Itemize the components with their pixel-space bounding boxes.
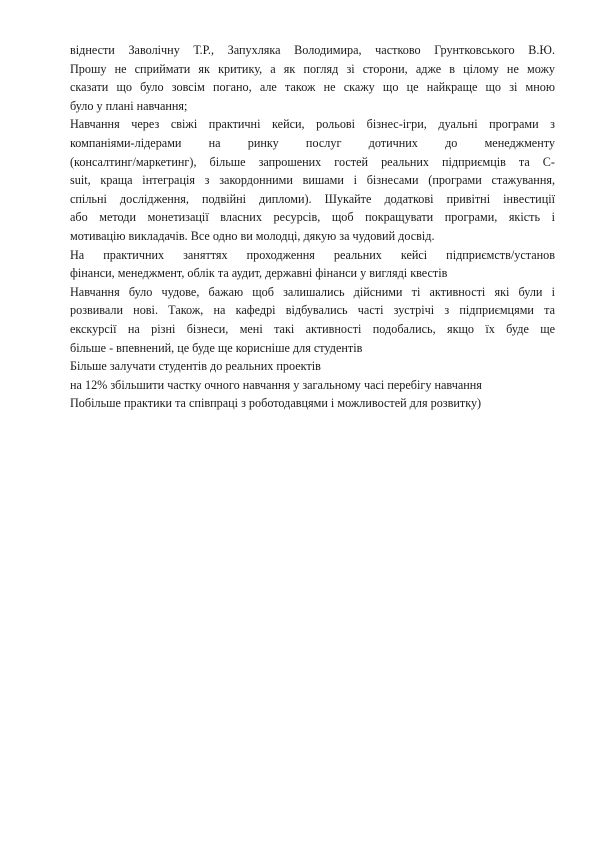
text-line: Прошу не сприймати як критику, а як погляд зі сторони, адже в цілому не можу [70, 61, 555, 76]
text-line: suit, краща інтеграція з закордонними вишами і бізнесами (програми стажування, [70, 173, 555, 188]
text-line: Побільше практики та співпраці з роботодавцями і можливостей для розвитку) [70, 396, 482, 411]
text-line: більше - впевнений, це буде ще корисніше для студентів [70, 340, 363, 355]
text-line: на 12% збільшити частку очного навчання у загальному часі перебігу навчання [70, 377, 482, 392]
text-line: або методи монетизації власних ресурсів, щоб покращувати програми, якість і [70, 210, 555, 225]
text-line: Навчання було чудове, бажаю щоб залишались дійсними ті активності які були і [70, 284, 555, 299]
text-line: (консалтинг/маркетинг), більше запрошених гостей реальних підприємців та C- [70, 154, 555, 169]
text-line: екскурсії на різні бізнеси, мені такі активності подобались, якщо їх буде ще [70, 321, 555, 336]
text-line: Більше залучати студентів до реальних проектів [70, 359, 321, 374]
text-line: сказати що було зовсім погано, але також не скажу що це найкраще що зі мною [70, 80, 555, 95]
text-line: віднести Заволічну Т.Р., Запухляка Володимира, частково Грунтковського В.Ю. [70, 43, 555, 57]
text-line: спільні дослідження, подвійні дипломи). Шукайте додаткові привітні інвестиції [70, 191, 555, 206]
text-line: фінанси, менеджмент, облік та аудит, державні фінанси у вигляді квестів [70, 266, 448, 281]
text-line: розвивали нові. Також, на кафедрі відбувались часті зустрічі з підприємцями та [70, 303, 555, 318]
document-body [70, 41, 555, 413]
text-line: Навчання через свіжі практичні кейси, рольові бізнес-ігри, дуальні програми з [70, 117, 555, 132]
text-line: На практичних заняттях проходження реальних кейсі підприємств/установ [70, 247, 555, 262]
text-line: мотивацію викладачів. Все одно ви молодці, дякую за чудовий досвід. [70, 228, 435, 243]
text-line: було у плані навчання; [70, 98, 188, 113]
text-line: компаніями-лідерами на ринку послуг дотичних до менеджменту [70, 135, 555, 150]
